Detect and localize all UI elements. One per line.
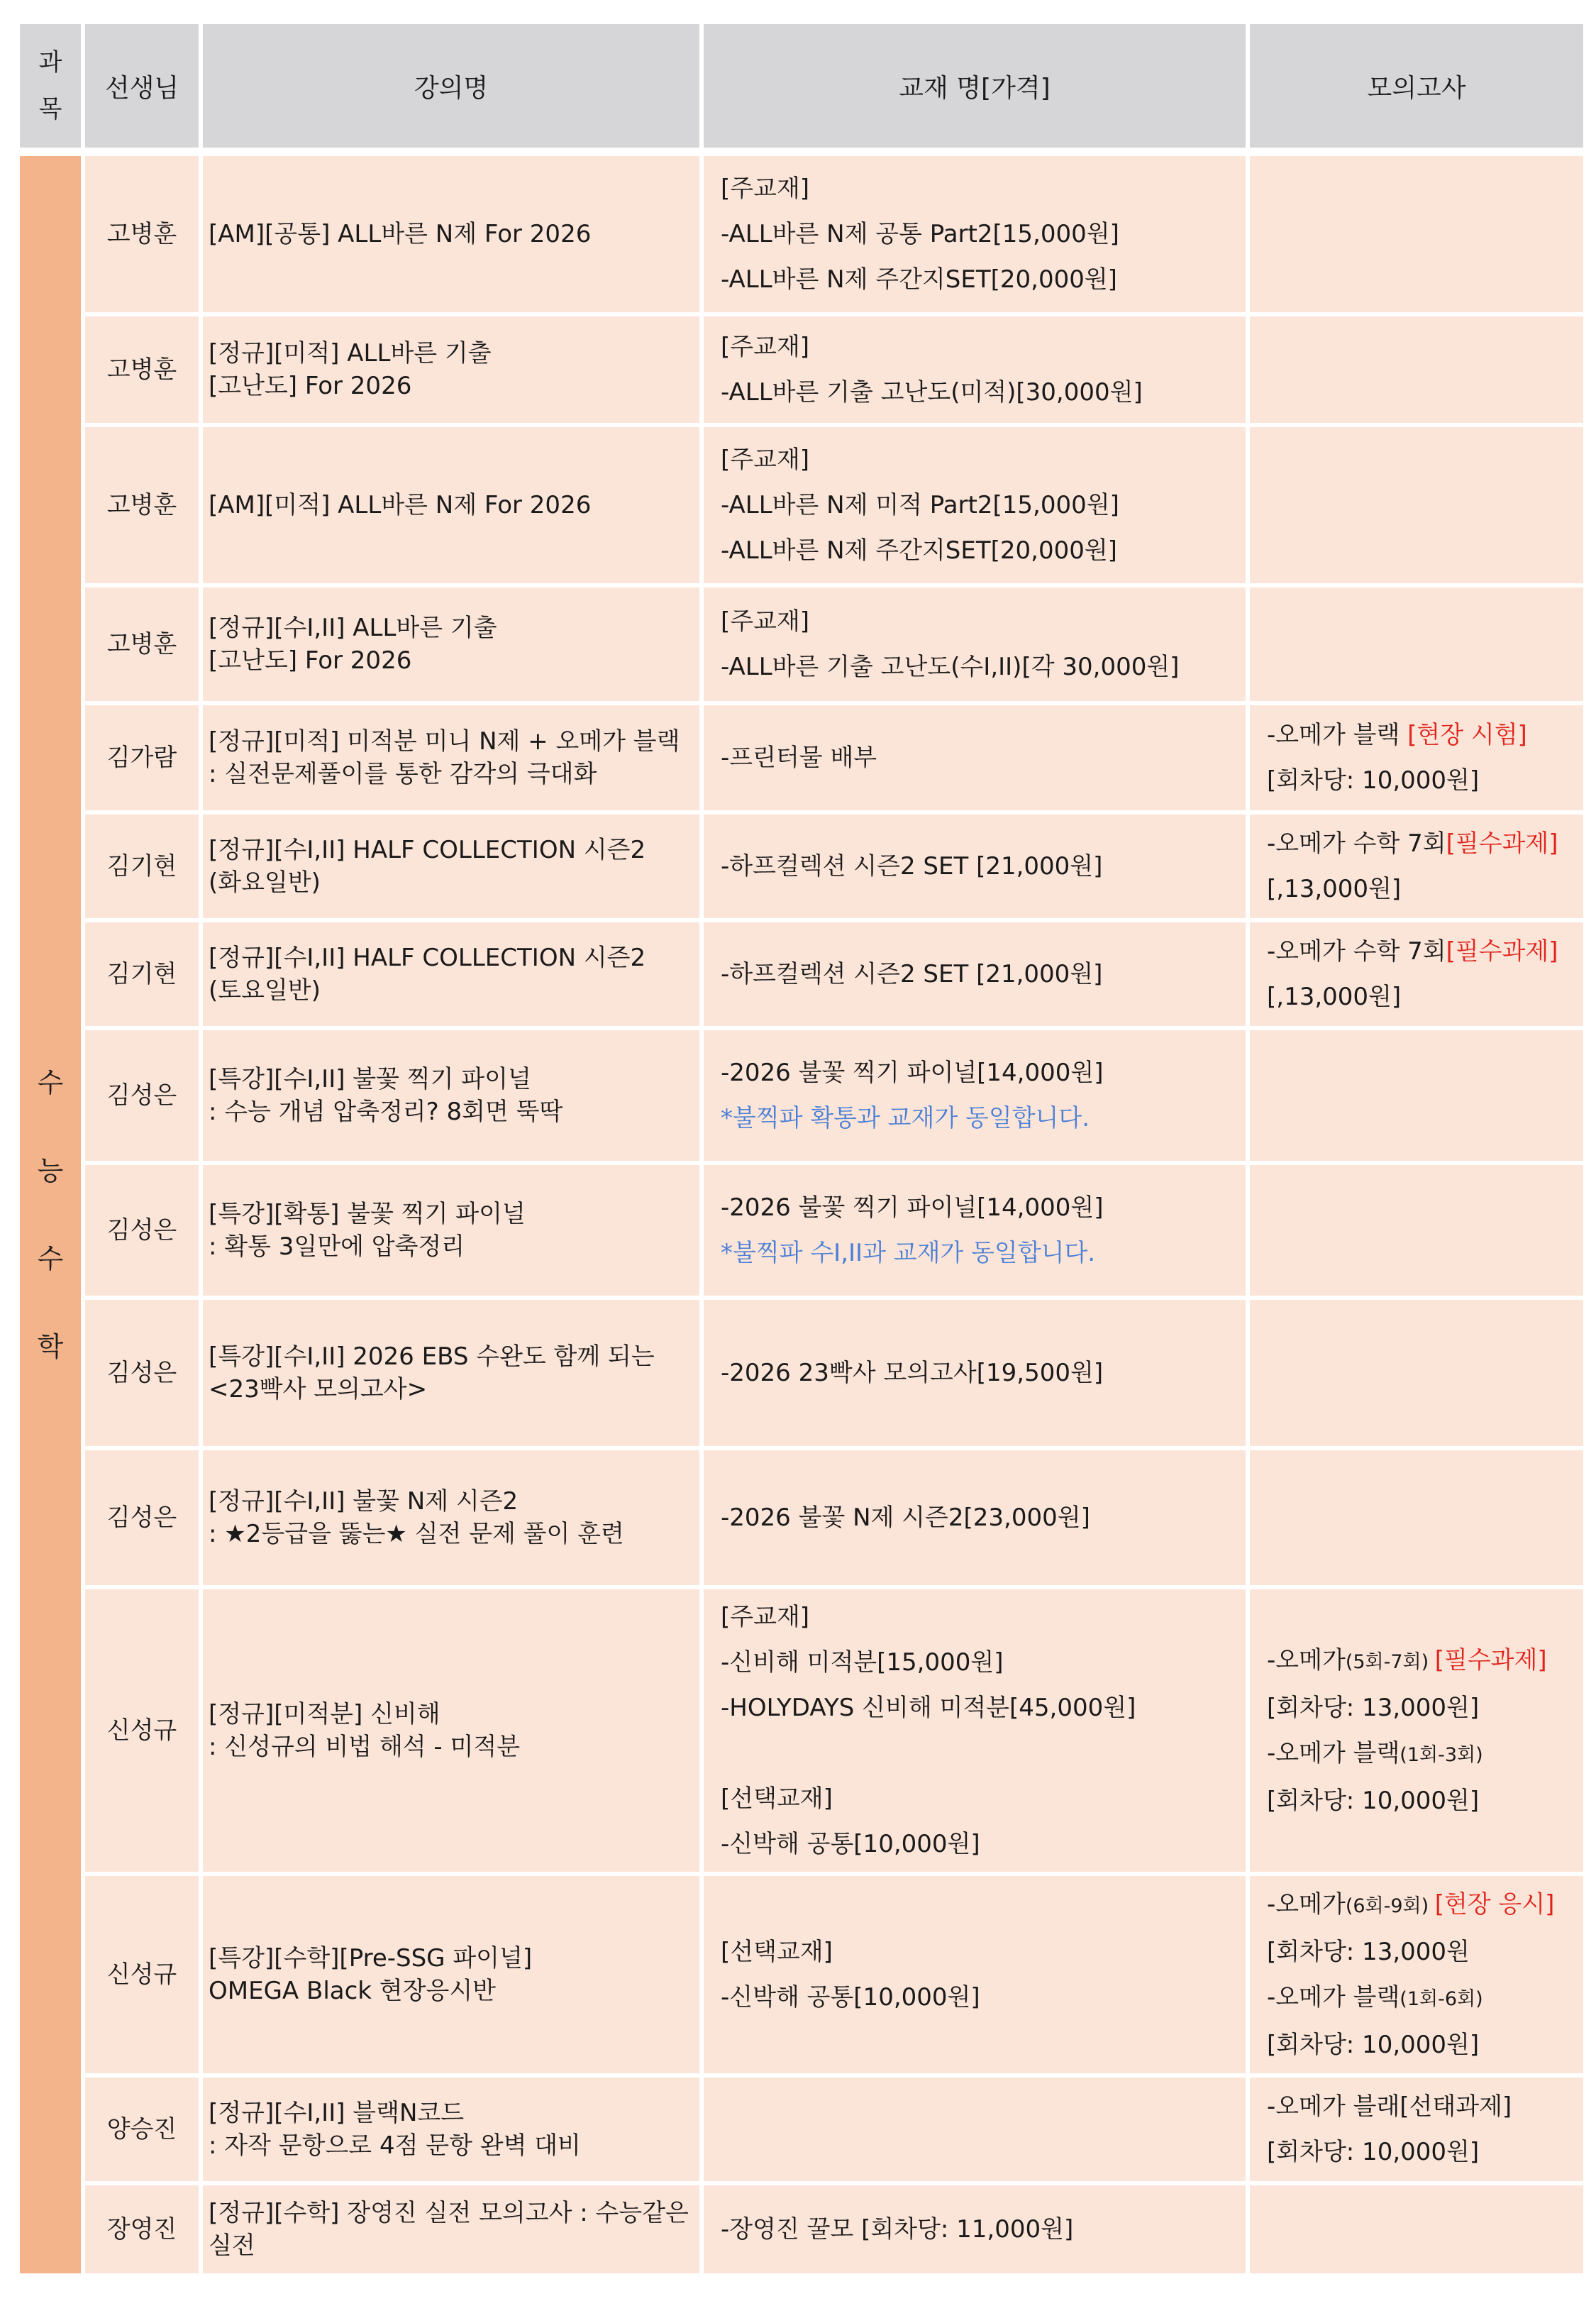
- lecture-cell: [AM][미적] ALL바른 N제 For 2026: [203, 427, 699, 583]
- teacher-cell: 신성규: [85, 1589, 199, 1872]
- mock-cell: [1250, 156, 1583, 312]
- mock-cell: [1250, 316, 1583, 423]
- textbook-note: *불찍파 확통과 교재가 동일합니다.: [721, 1104, 1090, 1132]
- table-row: [20, 705, 1583, 810]
- mock-cell: -오메가(5회-7회) [필수과제] [회차당: 13,000원] -오메가 블랙(1회-3회) [회차당: 10,000원]: [1250, 1589, 1583, 1872]
- header-mock-exam: 모의고사: [1250, 24, 1583, 148]
- teacher-cell: 고병훈: [85, 316, 199, 423]
- textbook-cell: [선택교재] -신박해 공통[10,000원]: [704, 1876, 1246, 2073]
- mock-cell: [1250, 427, 1583, 583]
- lecture-cell: [정규][수I,II] 블랙N코드 : 자작 문항으로 4점 문항 완벽 대비: [203, 2078, 699, 2181]
- lecture-cell: [정규][미적] 미적분 미니 N제 + 오메가 블랙 : 실전문제풀이를 통한 감각의 극대화: [203, 705, 699, 810]
- textbook-cell: -2026 23빡사 모의고사[19,500원]: [704, 1300, 1246, 1446]
- textbook-cell: -프린터물 배부: [704, 705, 1246, 810]
- textbook-note: *불찍파 수I,II과 교재가 동일합니다.: [721, 1239, 1096, 1267]
- teacher-cell: 김성은: [85, 1030, 199, 1161]
- table-row: [20, 815, 1583, 918]
- textbook-cell: [주교재] -ALL바른 N제 미적 Part2[15,000원] -ALL바른 N제 주간지SET[20,000원]: [704, 427, 1246, 583]
- course-table: [16, 20, 1587, 2278]
- teacher-cell: 장영진: [85, 2185, 199, 2273]
- mock-cell: -오메가 수학 7회[필수과제] [,13,000원]: [1250, 815, 1583, 918]
- lecture-cell: [특강][수학][Pre-SSG 파이널] OMEGA Black 현장응시반: [203, 1876, 699, 2073]
- teacher-cell: 김기현: [85, 922, 199, 1026]
- mock-cell: -오메가 블랙 [현장 시험] [회차당: 10,000원]: [1250, 705, 1583, 810]
- table-row: [20, 156, 1583, 312]
- textbook-cell: [주교재] -ALL바른 기출 고난도(수I,II)[각 30,000원]: [704, 587, 1246, 701]
- table-row: [20, 1165, 1583, 1296]
- lecture-cell: [정규][수I,II] 불꽃 N제 시즌2 : ★2등급을 뚫는★ 실전 문제 풀이 훈련: [203, 1450, 699, 1585]
- mock-cell: -오메가 블래[선태과제] [회차당: 10,000원]: [1250, 2078, 1583, 2181]
- table-row: [20, 1450, 1583, 1585]
- lecture-cell: [특강][수I,II] 2026 EBS 수완도 함께 되는 <23빡사 모의고사>: [203, 1300, 699, 1446]
- lecture-cell: [정규][수I,II] ALL바른 기출 [고난도] For 2026: [203, 587, 699, 701]
- lecture-cell: [정규][수I,II] HALF COLLECTION 시즌2 (토요일반): [203, 922, 699, 1026]
- textbook-cell: -하프컬렉션 시즌2 SET [21,000원]: [704, 815, 1246, 918]
- mock-cell: -오메가(6회-9회) [현장 응시] [회차당: 13,000원 -오메가 블랙(1회-6회) [회차당: 10,000원]: [1250, 1876, 1583, 2073]
- teacher-cell: 김성은: [85, 1165, 199, 1296]
- table-row: [20, 1300, 1583, 1446]
- header-lecture: 강의명: [203, 24, 699, 148]
- lecture-cell: [정규][수학] 장영진 실전 모의고사 : 수능같은 실전: [203, 2185, 699, 2273]
- table-row: [20, 922, 1583, 1026]
- lecture-cell: [정규][미적분] 신비해 : 신성규의 비법 해석 - 미적분: [203, 1589, 699, 1872]
- textbook-cell: [주교재] -ALL바른 기출 고난도(미적)[30,000원]: [704, 316, 1246, 423]
- table-row: [20, 587, 1583, 701]
- header-teacher: 선생님: [85, 24, 199, 148]
- mock-cell: [1250, 1300, 1583, 1446]
- mock-cell: [1250, 587, 1583, 701]
- mock-cell: [1250, 1165, 1583, 1296]
- teacher-cell: 고병훈: [85, 156, 199, 312]
- lecture-cell: [특강][확통] 불꽃 찍기 파이널 : 확통 3일만에 압축정리: [203, 1165, 699, 1296]
- teacher-cell: 고병훈: [85, 427, 199, 583]
- textbook-cell: -장영진 꿀모 [회차당: 11,000원]: [704, 2185, 1246, 2273]
- table-row: [20, 1876, 1583, 2073]
- teacher-cell: 김가람: [85, 705, 199, 810]
- teacher-cell: 김성은: [85, 1450, 199, 1585]
- table-header-row: [20, 24, 1583, 148]
- table-row: [20, 2185, 1583, 2273]
- teacher-cell: 양승진: [85, 2078, 199, 2181]
- lecture-cell: [정규][미적] ALL바른 기출 [고난도] For 2026: [203, 316, 699, 423]
- textbook-cell: [704, 2078, 1246, 2181]
- textbook-cell: -2026 불꽃 찍기 파이널[14,000원] *불찍파 확통과 교재가 동일합니다.: [704, 1030, 1246, 1161]
- subject-cell: 수 능 수 학: [20, 156, 81, 2273]
- table-row: [20, 1589, 1583, 1872]
- textbook-cell: -하프컬렉션 시즌2 SET [21,000원]: [704, 922, 1246, 1026]
- teacher-cell: 신성규: [85, 1876, 199, 2073]
- textbook-cell: [주교재] -신비해 미적분[15,000원] -HOLYDAYS 신비해 미적분[45,000원] [선택교재] -신박해 공통[10,000원]: [704, 1589, 1246, 1872]
- textbook-cell: [주교재] -ALL바른 N제 공통 Part2[15,000원] -ALL바른 N제 주간지SET[20,000원]: [704, 156, 1246, 312]
- mock-cell: [1250, 2185, 1583, 2273]
- teacher-cell: 고병훈: [85, 587, 199, 701]
- table-row: [20, 1030, 1583, 1161]
- lecture-cell: [AM][공통] ALL바른 N제 For 2026: [203, 156, 699, 312]
- mock-cell: -오메가 수학 7회[필수과제] [,13,000원]: [1250, 922, 1583, 1026]
- table-row: [20, 316, 1583, 423]
- header-textbook: 교재 명[가격]: [704, 24, 1246, 148]
- mock-cell: [1250, 1450, 1583, 1585]
- table-row: [20, 427, 1583, 583]
- textbook-cell: -2026 불꽃 N제 시즌2[23,000원]: [704, 1450, 1246, 1585]
- mock-cell: [1250, 1030, 1583, 1161]
- table-row: [20, 2078, 1583, 2181]
- header-subject: 과 목: [20, 24, 81, 148]
- teacher-cell: 김성은: [85, 1300, 199, 1446]
- teacher-cell: 김기현: [85, 815, 199, 918]
- lecture-cell: [특강][수I,II] 불꽃 찍기 파이널 : 수능 개념 압축정리? 8회면 뚝딱: [203, 1030, 699, 1161]
- lecture-cell: [정규][수I,II] HALF COLLECTION 시즌2 (화요일반): [203, 815, 699, 918]
- textbook-cell: -2026 불꽃 찍기 파이널[14,000원] *불찍파 수I,II과 교재가 동일합니다.: [704, 1165, 1246, 1296]
